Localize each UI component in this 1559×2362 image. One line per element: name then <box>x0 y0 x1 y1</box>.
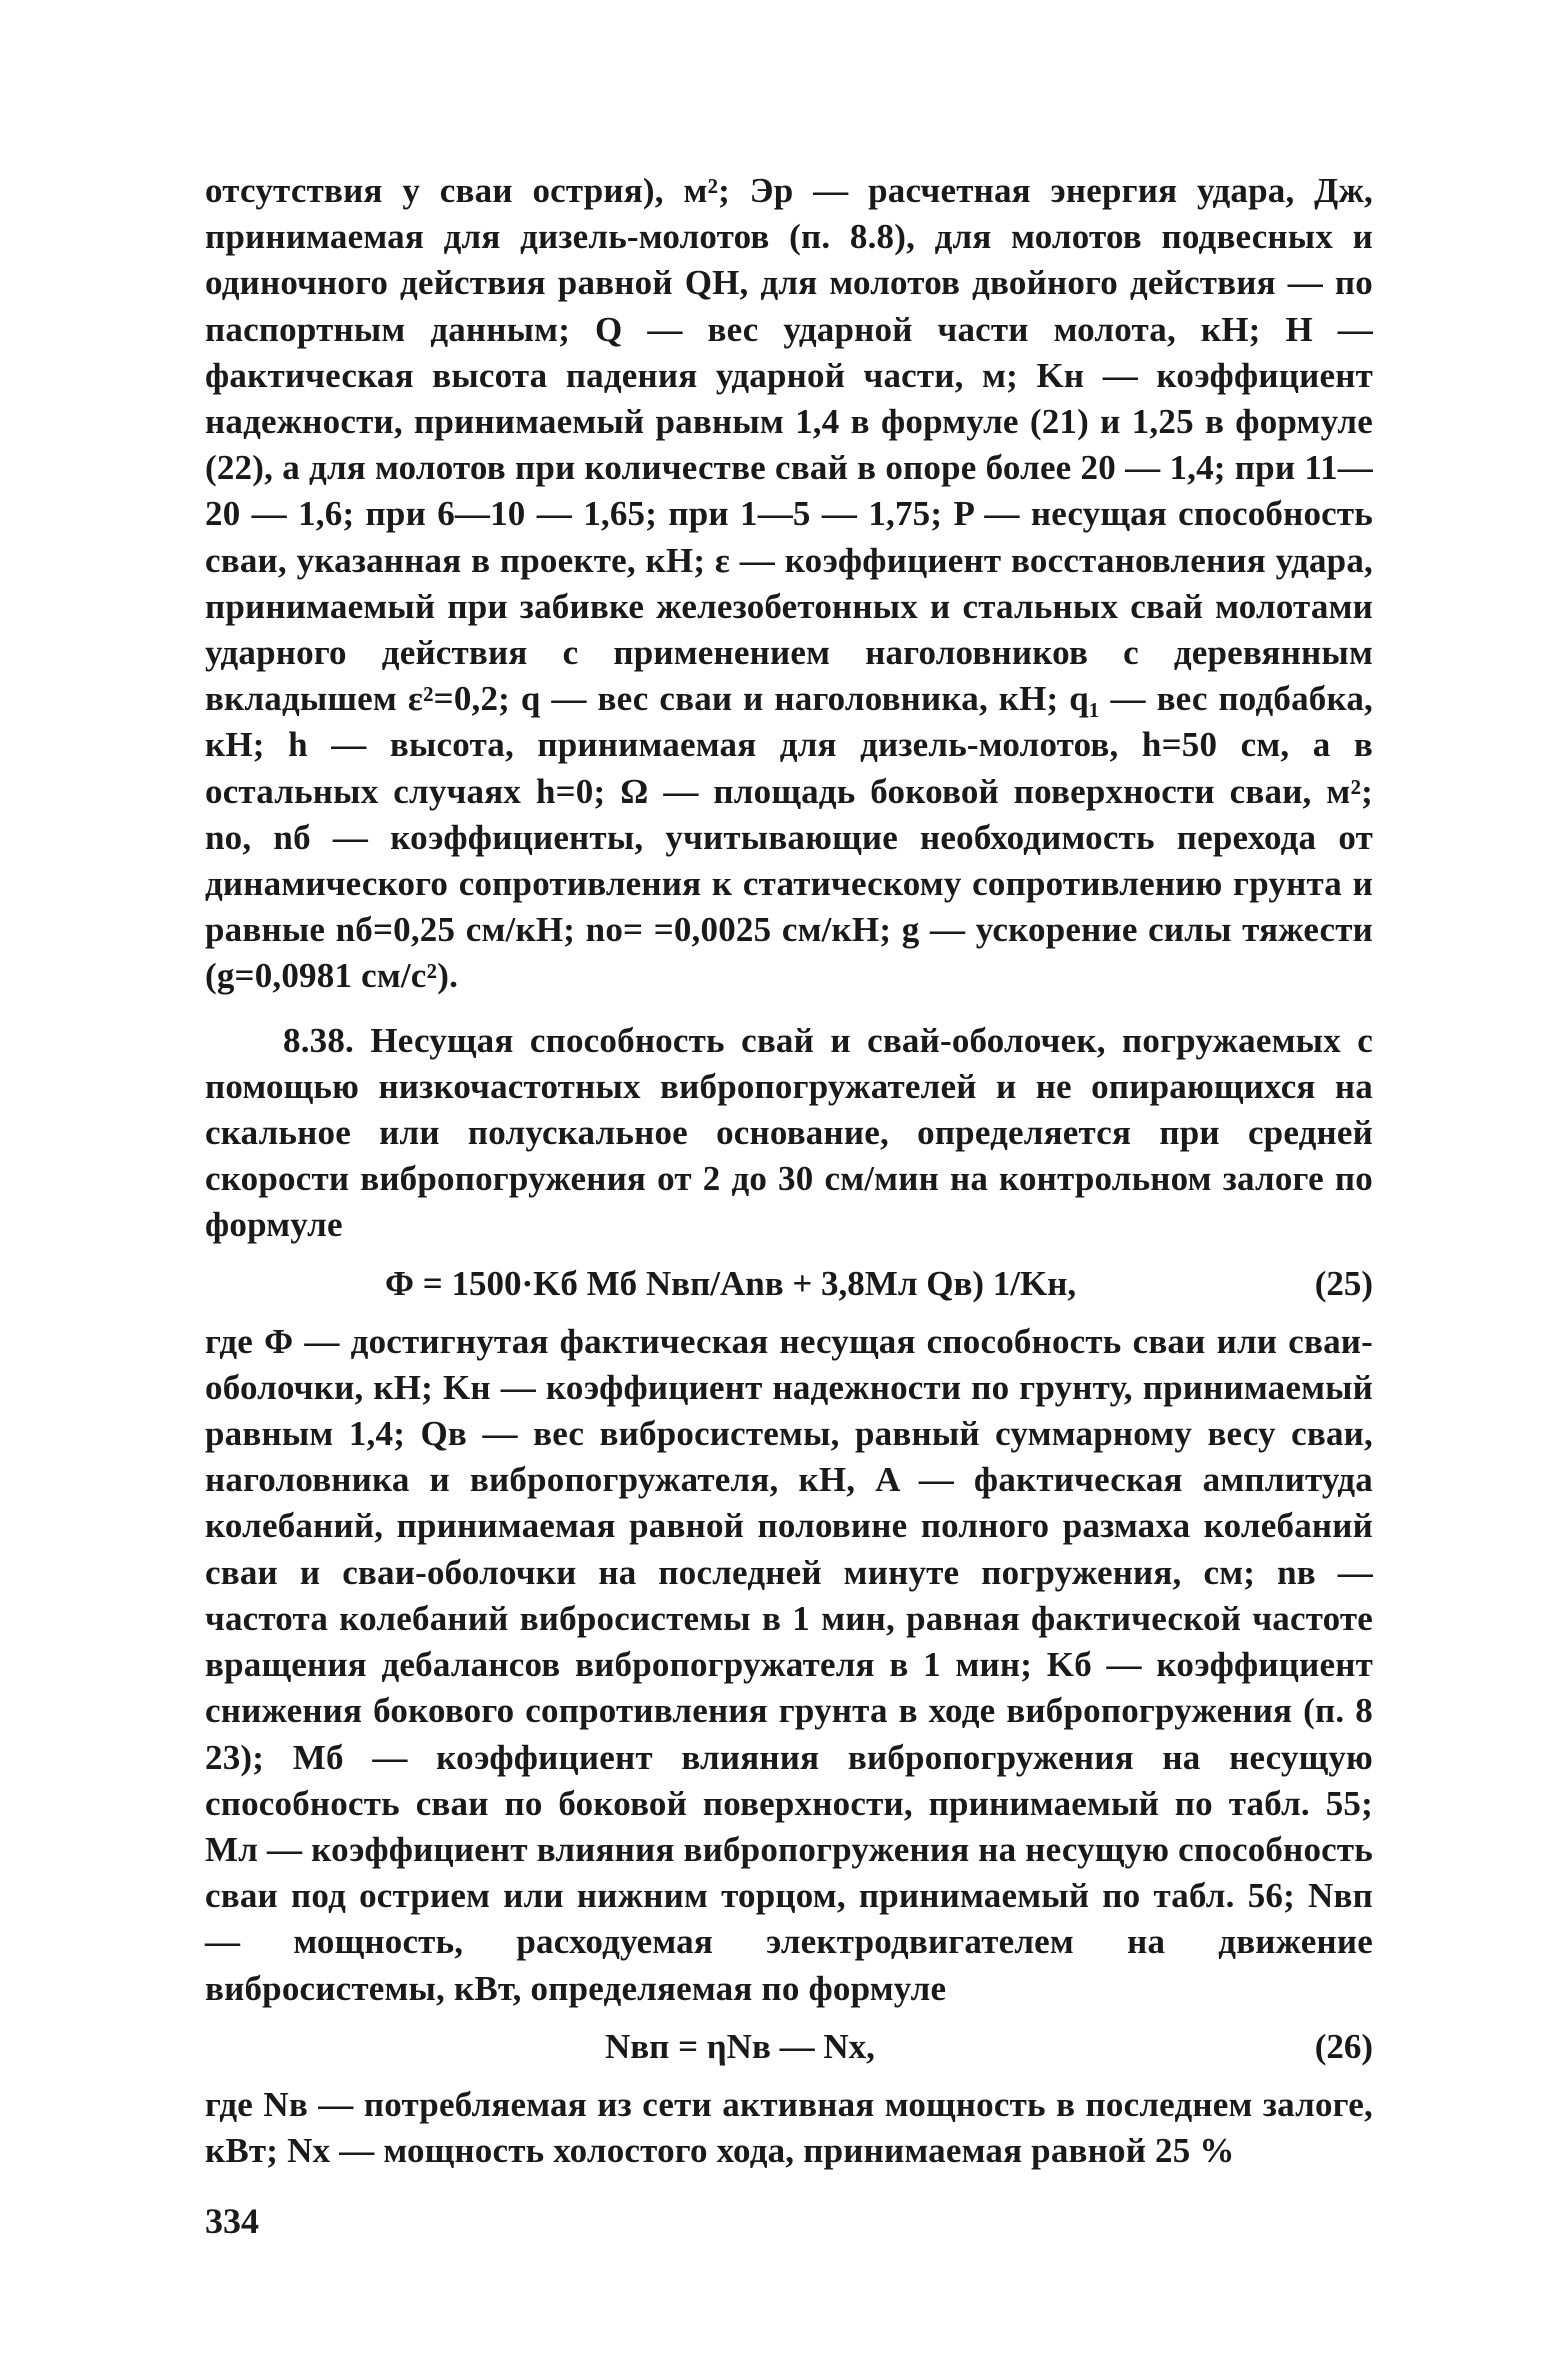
formula-25-number: (25) <box>1314 1263 1373 1303</box>
formula-25-expression: Φ = 1500·Kб Mб Nвп/Anв + 3,8Mл Qв) 1/Kн, <box>385 1263 1077 1303</box>
paragraph-4: где Nв — потребляемая из сети активная мощность в последнем залоге, кВт; Nх — мощность холостого хода, принимаемая равной 25 % <box>205 2084 1373 2170</box>
paragraph-2: 8.38. Несущая способность свай и свай-оболочек, погружаемых с помощью низкочастотных вибропогружателей и не опирающихся на скальное или полускальное основание, определяется при средней скорости вибропогружения от 2 до 30 см/мин на контрольном залоге по формуле <box>205 1020 1373 1245</box>
page-body <box>205 168 1373 2174</box>
formula-26 <box>205 2020 1373 2074</box>
formula-26-number: (26) <box>1314 2026 1373 2066</box>
paragraph-3: где Φ — достигнутая фактическая несущая способность сваи или сваи-оболочки, кН; Kн — коэффициент надежности по грунту, принимаемый равным 1,4; Qв — вес вибросистемы, равный суммарному весу сваи, наголовника и вибропогружателя, кН, A — фактическая амплитуда колебаний, принимаемая равной половине полного размаха колебаний сваи и сваи-оболочки на последней минуте погружения, см; nв — частота колебаний вибросистемы в 1 мин, равная фактической частоте вращения дебалансов вибропогружателя в 1 мин; Kб — коэффициент снижения бокового сопротивления грунта в ходе вибропогружения (п. 8 23); Mб — коэффициент влияния вибропогружения на несущую способность сваи по боковой поверхности, принимаемый по табл. 55; Mл — коэффициент влияния вибропогружения на несущую способность сваи под острием или нижним торцом, принимаемый по табл. 56; Nвп — мощность, расходуемая электродвигателем на движение вибросистемы, кВт, определяемая по формуле <box>205 1321 1373 2008</box>
page-number: 334 <box>205 2201 259 2241</box>
formula-25 <box>205 1257 1373 1311</box>
paragraph-1: отсутствия у сваи острия), м²; Эр — расчетная энергия удара, Дж, принимаемая для дизель-молотов (п. 8.8), для молотов подвесных и одиночного действия равной QH, для молотов двойного действия — по паспортным данным; Q — вес ударной части молота, кН; H — фактическая высота падения ударной части, м; Kн — коэффициент надежности, принимаемый равным 1,4 в формуле (21) и 1,25 в формуле (22), а для молотов при количестве свай в опоре более 20 — 1,4; при 11—20 — 1,6; при 6—10 — 1,65; при 1—5 — 1,75; P — несущая способность сваи, указанная в проекте, кН; ε — коэффициент восстановления удара, принимаемый при забивке железобетонных и стальных свай молотами ударного действия с применением наголовников с деревянным вкладышем ε²=0,2; q — вес сваи и наголовника, кН; q₁ — вес подбабка, кН; h — высота, принимаемая для дизель-молотов, h=50 см, а в остальных случаях h=0; Ω — площадь боковой поверхности сваи, м²; nо, nб — коэффициенты, учитывающие необходимость перехода от динамического сопротивления к статическому сопротивлению грунта и равные nб=0,25 см/кН; nо= =0,0025 см/кН; g — ускорение силы тяжести (g=0,0981 см/с²). <box>205 171 1373 996</box>
formula-26-expression: Nвп = ηNв — Nх, <box>605 2026 875 2066</box>
